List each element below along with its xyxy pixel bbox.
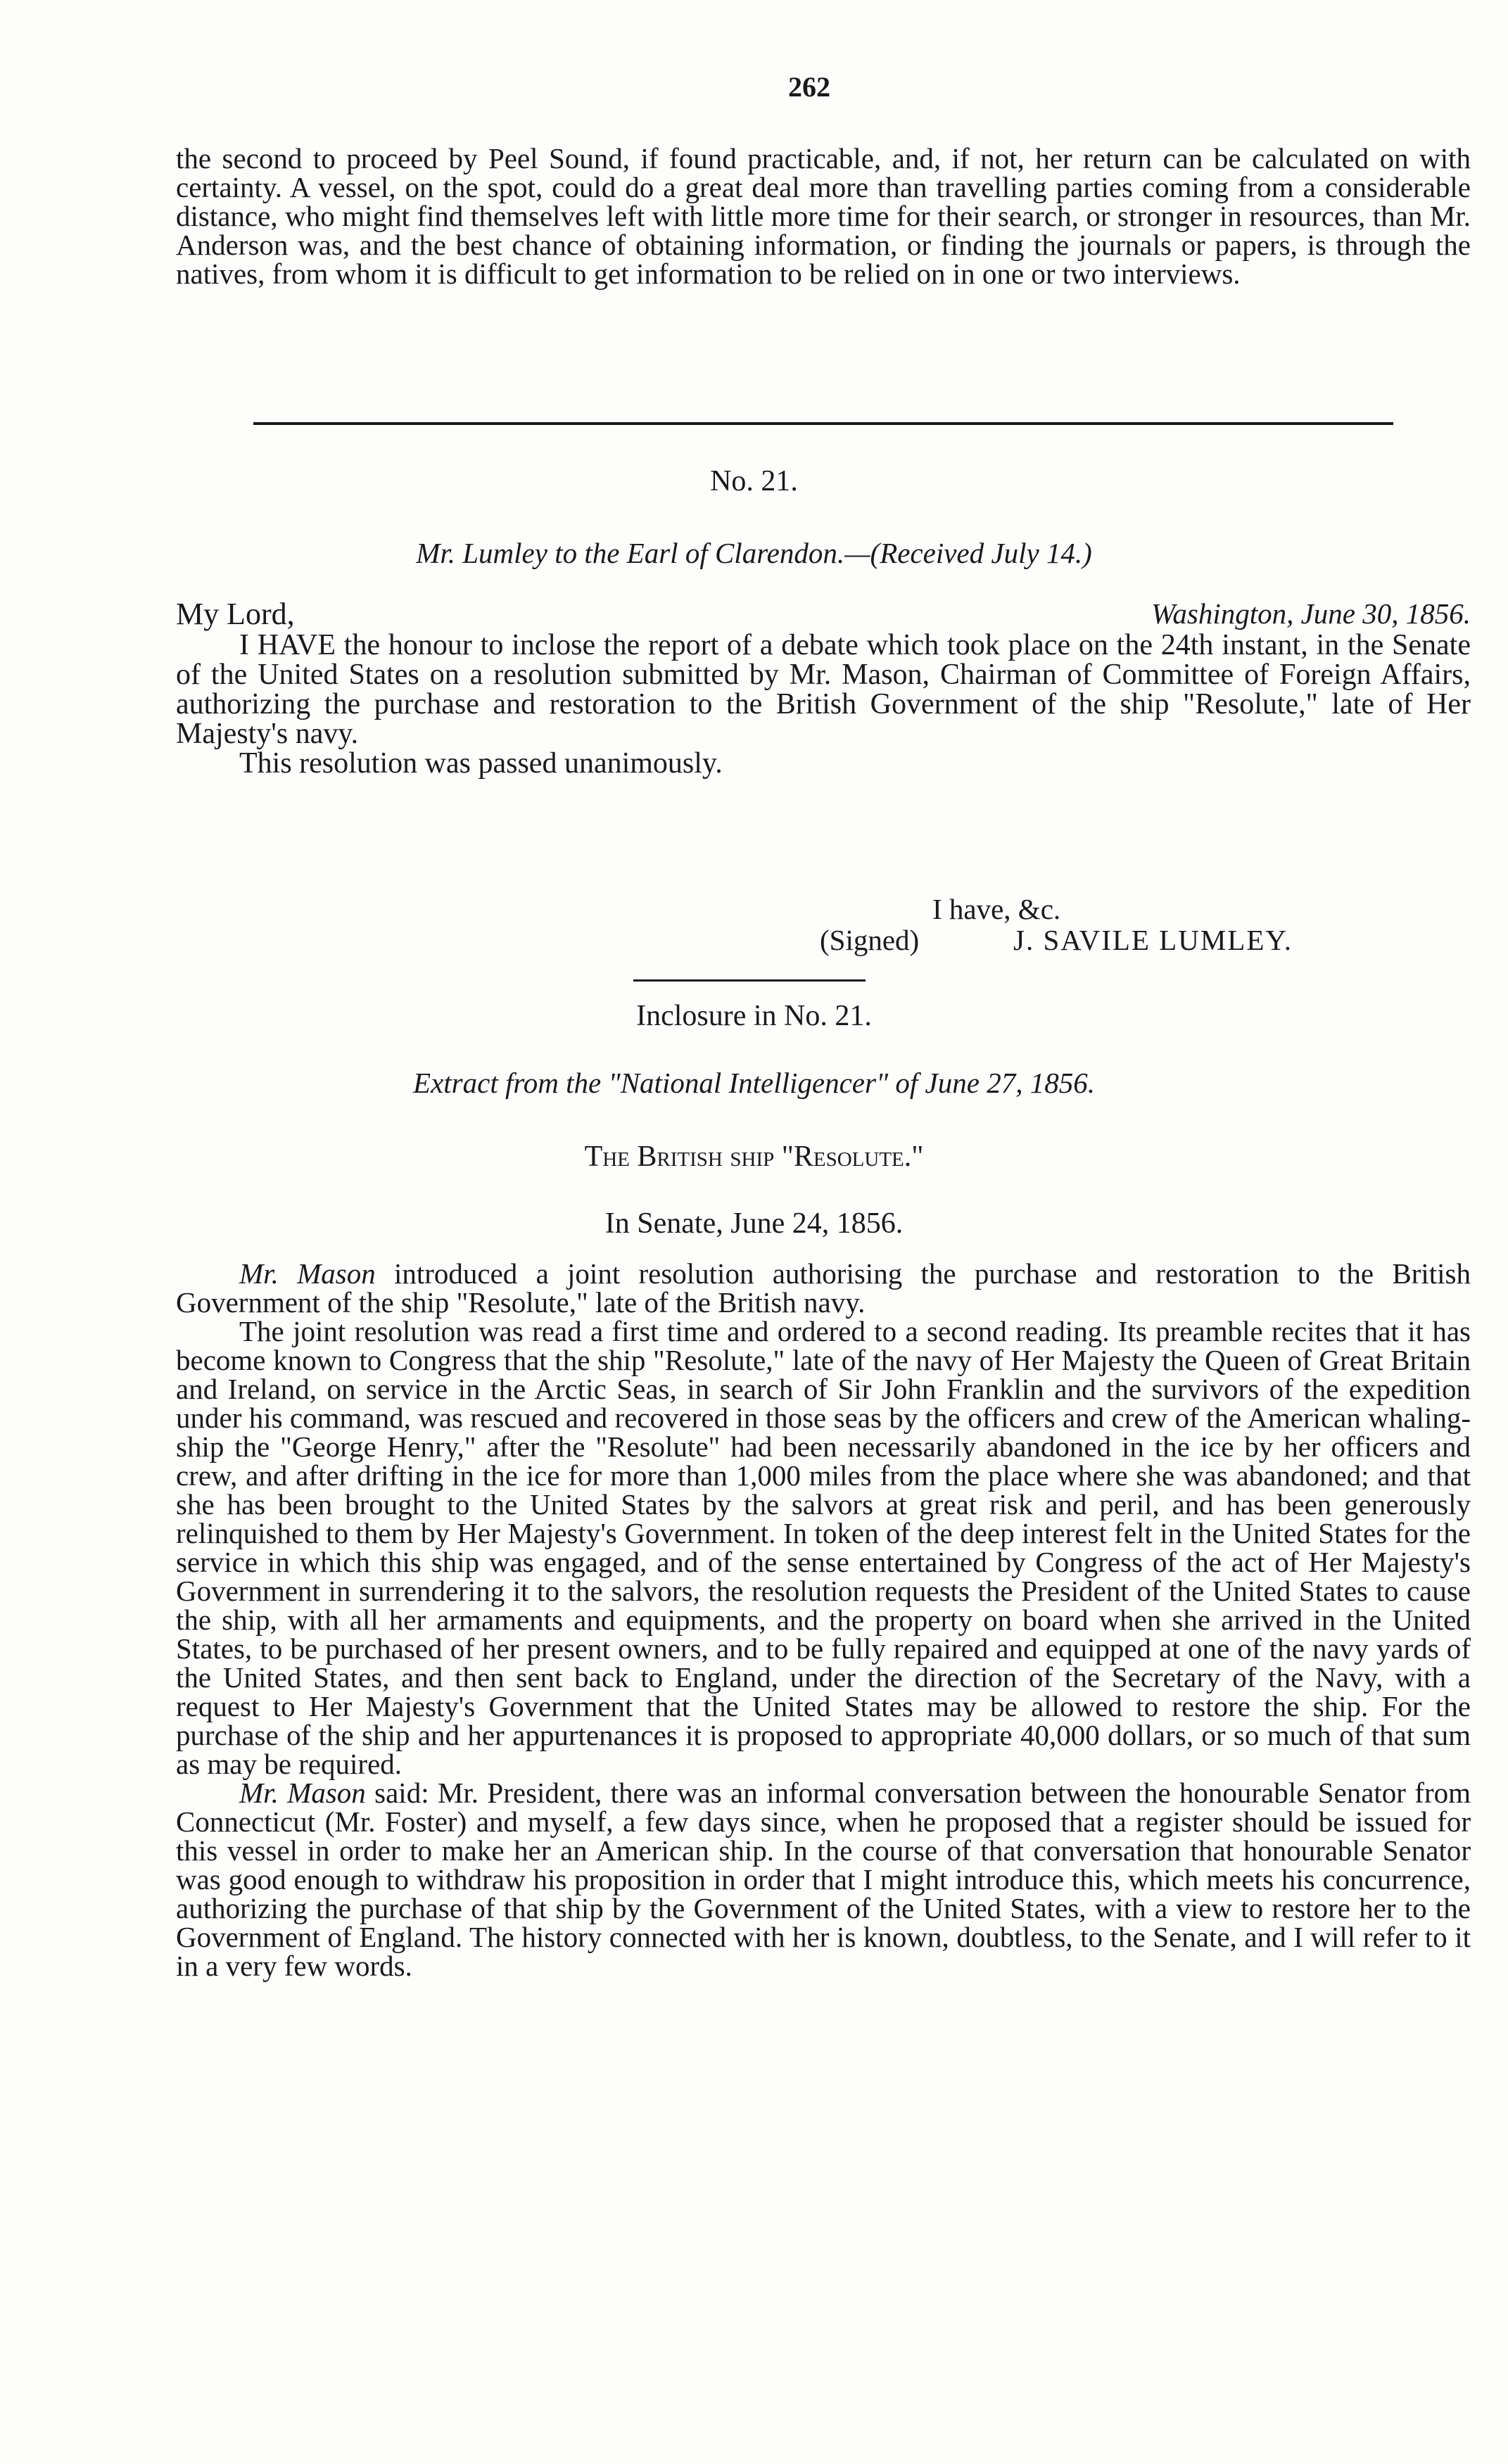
letter-signature: J. SAVILE LUMLEY.: [1013, 924, 1293, 956]
paragraph-introduction-text: introduced a joint resolution authorising the purchase and restoration to the British Government of the ship "Resolute," late of the British navy.: [176, 1257, 1471, 1319]
speaker-name: Mr. Mason: [239, 1777, 366, 1809]
paragraph-mason-remarks-text: said: Mr. President, there was an informal conversation between the honourable Senator from Connecticut (Mr. Foster) and myself, a few days since, when he proposed that a register should be issued for this vessel in order to make her an American ship. In the course of that conversation that honourable Senator was good enough to withdraw his proposition in order that I might introduce this, which meets his concurrence, authorizing the purchase of that ship by the Government of the United States, with a view to restore her to the Government of England. The history connected with her is known, doubtless, to the Senate, and I will refer to it in a very few words.: [176, 1777, 1471, 1982]
letter-heading: Mr. Lumley to the Earl of Clarendon.—(Received July 14.): [416, 537, 1092, 569]
letter-block: [176, 599, 1471, 778]
paragraph-preamble: The joint resolution was read a first time and ordered to a second reading. Its preamble recites that it has become known to Congress that the ship "Resolute," late of the navy of Her Majesty the Queen of Great Britain and Ireland, on service in the Arctic Seas, in search of Sir John Franklin and the survivors of the expedition under his command, was rescued and recovered in those seas by the officers and crew of the American whaling-ship the "George Henry," after the "Resolute" had been necessarily abandoned in the ice by her officers and crew, and after drifting in the ice for more than 1,000 miles from the place where she was abandoned; and that she has been brought to the United States by the salvors at great risk and peril, and has been generously relinquished to them by Her Majesty's Government. In token of the deep interest felt in the United States for the service in which this ship was engaged, and of the sense entertained by Congress of the act of Her Majesty's Government in surrendering it to the salvors, the resolution requests the President of the United States to cause the ship, with all her armaments and equipments, and the property on board when she arrived in the United States, to be purchased of her present owners, and to be fully repaired and equipped at one of the navy yards of the United States, and then sent back to England, under the direction of the Secretary of the Navy, with a request to Her Majesty's Government that the United States may be allowed to restore the ship. For the purchase of the ship and her appurtenances it is proposed to appropriate 40,000 dollars, or so much of that sum as may be required.: [176, 1315, 1471, 1780]
salutation-row: [176, 599, 1471, 630]
top-paragraph: the second to proceed by Peel Sound, if found practicable, and, if not, her return can be calculated on with certainty. A vessel, on the spot, could do a great deal more than travelling parties coming from a considerable distance, who might find themselves left with little more time for their search, or stronger in resources, than Mr. Anderson was, and the best chance of obtaining information, or finding the journals or papers, is through the natives, from whom it is difficult to get information to be relied on in one or two interviews.: [176, 142, 1471, 290]
inclosure-title: Inclosure in No. 21.: [636, 1000, 872, 1032]
letter-dateline: Washington, June 30, 1856.: [1151, 597, 1471, 630]
section-divider: [253, 422, 1393, 425]
inclosure-body: [176, 1259, 1471, 1981]
speaker-name: Mr. Mason: [239, 1257, 376, 1290]
signed-label: (Signed): [820, 924, 920, 956]
page-number: 262: [788, 71, 830, 103]
extract-heading: Extract from the "National Intelligencer" of June 27, 1856.: [413, 1067, 1095, 1099]
top-paragraph-block: [176, 144, 1471, 288]
short-divider: [633, 979, 866, 982]
paragraph-introduction: [176, 1259, 1471, 1317]
letter-closing: I have, &c.: [932, 893, 1061, 925]
paragraph-mason-remarks: [176, 1779, 1471, 1981]
article-title: The British ship "Resolute.": [584, 1141, 924, 1173]
letter-body: I HAVE the honour to inclose the report of a debate which took place on the 24th instant, in the Senate of the United States on a resolution submitted by Mr. Mason, Chairman of Committee of Foreign Affairs, authorizing the purchase and restoration to the British Government of the ship "Resolute," late of Her Majesty's navy.: [176, 629, 1471, 750]
letter-number: No. 21.: [710, 465, 798, 497]
letter-body-resolution: This resolution was passed unanimously.: [239, 747, 723, 780]
senate-dateline: In Senate, June 24, 1856.: [604, 1207, 904, 1240]
letter-salutation: My Lord,: [176, 597, 295, 631]
